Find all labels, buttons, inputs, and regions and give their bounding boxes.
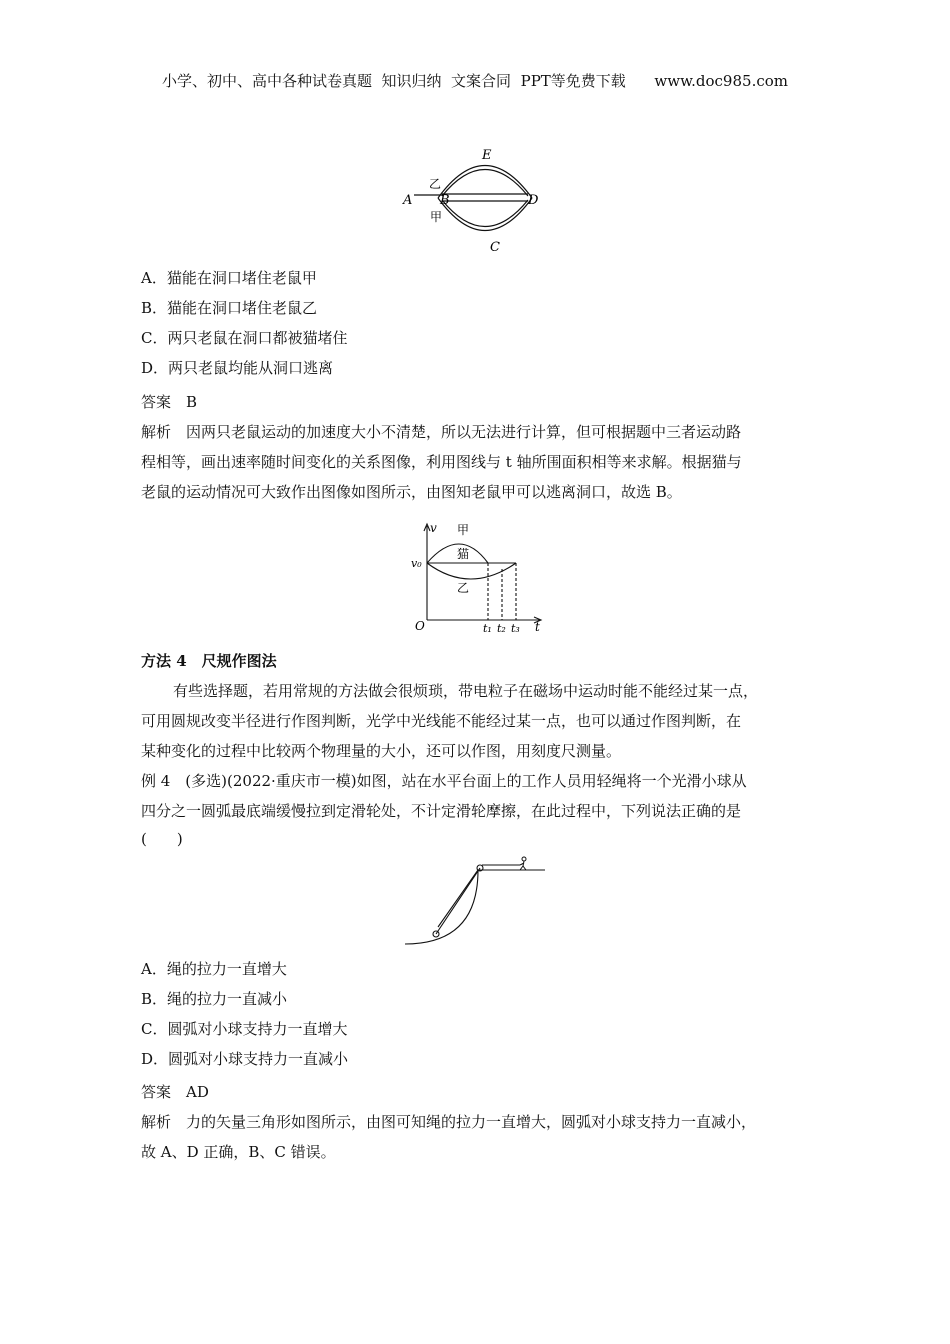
example4-analysis-line-1: 解析 力的矢量三角形如图所示，由图可知绳的拉力一直增大，圆弧对小球支持力一直减小， [141,1113,757,1131]
label-t2: t₂ [497,622,506,635]
q1-answer: 答案 B [141,393,198,411]
yi-curve [427,563,516,579]
method-body-line-1: 有些选择题，若用常规的方法做会很烦琐，带电粒子在磁场中运动时能不能经过某一点， [173,682,759,700]
figure-pulley-arc [400,852,550,950]
label-v0: v₀ [411,557,422,570]
q1-option-a: A．猫能在洞口堵住老鼠甲 [141,269,317,287]
label-jia2: 甲 [457,523,470,537]
method-body-line-2: 可用圆规改变半径进行作图判断，光学中光线能不能经过某一点，也可以通过作图判断，在 [141,712,742,730]
support-slope [438,870,478,927]
q1-option-c: C．两只老鼠在洞口都被猫堵住 [141,329,348,347]
label-d: D [528,193,539,208]
example4-option-a: A．绳的拉力一直增大 [141,960,287,978]
q1-analysis-line-1: 解析 因两只老鼠运动的加速度大小不清楚，所以无法进行计算，但可根据题中三者运动路 [141,423,742,441]
q1-option-b: B．猫能在洞口堵住老鼠乙 [141,299,318,317]
example4-line-3: ( ) [141,830,183,848]
label-v: v [430,521,437,535]
label-yi2: 乙 [457,581,470,595]
outer-top-arc [438,166,532,199]
label-a: A [403,193,413,208]
q1-analysis-line-2: 程相等，画出速率随时间变化的关系图像，利用图线与 t 轴所围面积相等来求解。根据猫与 [141,453,742,471]
label-b: B [440,193,450,208]
method-body-line-3: 某种变化的过程中比较两个物理量的大小，还可以作图，用刻度尺测量。 [141,742,622,760]
label-t3: t₃ [511,622,520,635]
inner-top-arc [442,170,528,197]
q1-option-d: D．两只老鼠均能从洞口逃离 [141,359,334,377]
page-header: 小学、初中、高中各种试卷真题 知识归纳 文案合同 PPT等免费下载 www.doc985.com [161,72,788,90]
example4-answer: 答案 AD [141,1083,209,1101]
method-title: 方法 4 尺规作图法 [141,652,277,670]
quarter-arc [405,870,478,944]
label-t1: t₁ [483,622,492,635]
example4-option-c: C．圆弧对小球支持力一直增大 [141,1020,348,1038]
inner-bottom-arc [442,200,528,227]
label-c: C [490,240,500,255]
label-mao: 猫 [457,547,470,561]
example4-analysis-line-2: 故 A、D 正确，B、C 错误。 [141,1143,336,1161]
example4-option-b: B．绳的拉力一直减小 [141,990,288,1008]
label-jia: 甲 [430,210,443,224]
example4-line-1: 例 4 (多选)(2022·重庆市一模)如图，站在水平台面上的工作人员用轻绳将一个光滑小球从 [141,772,747,790]
label-t: t [535,620,540,634]
figure-mouse-paths [400,145,550,255]
example4-line-2: 四分之一圆弧最底端缓慢拉到定滑轮处，不计定滑轮摩擦，在此过程中，下列说法正确的是 [141,802,742,820]
example4-option-d: D．圆弧对小球支持力一直减小 [141,1050,349,1068]
label-e: E [482,148,492,163]
figure-vt-graph [410,520,550,635]
label-yi: 乙 [429,177,442,191]
label-o: O [415,619,425,633]
q1-analysis-line-3: 老鼠的运动情况可大致作出图像如图所示，由图知老鼠甲可以逃离洞口，故选 B。 [141,483,682,501]
worker-icon [520,857,526,870]
outer-bottom-arc [438,198,532,231]
